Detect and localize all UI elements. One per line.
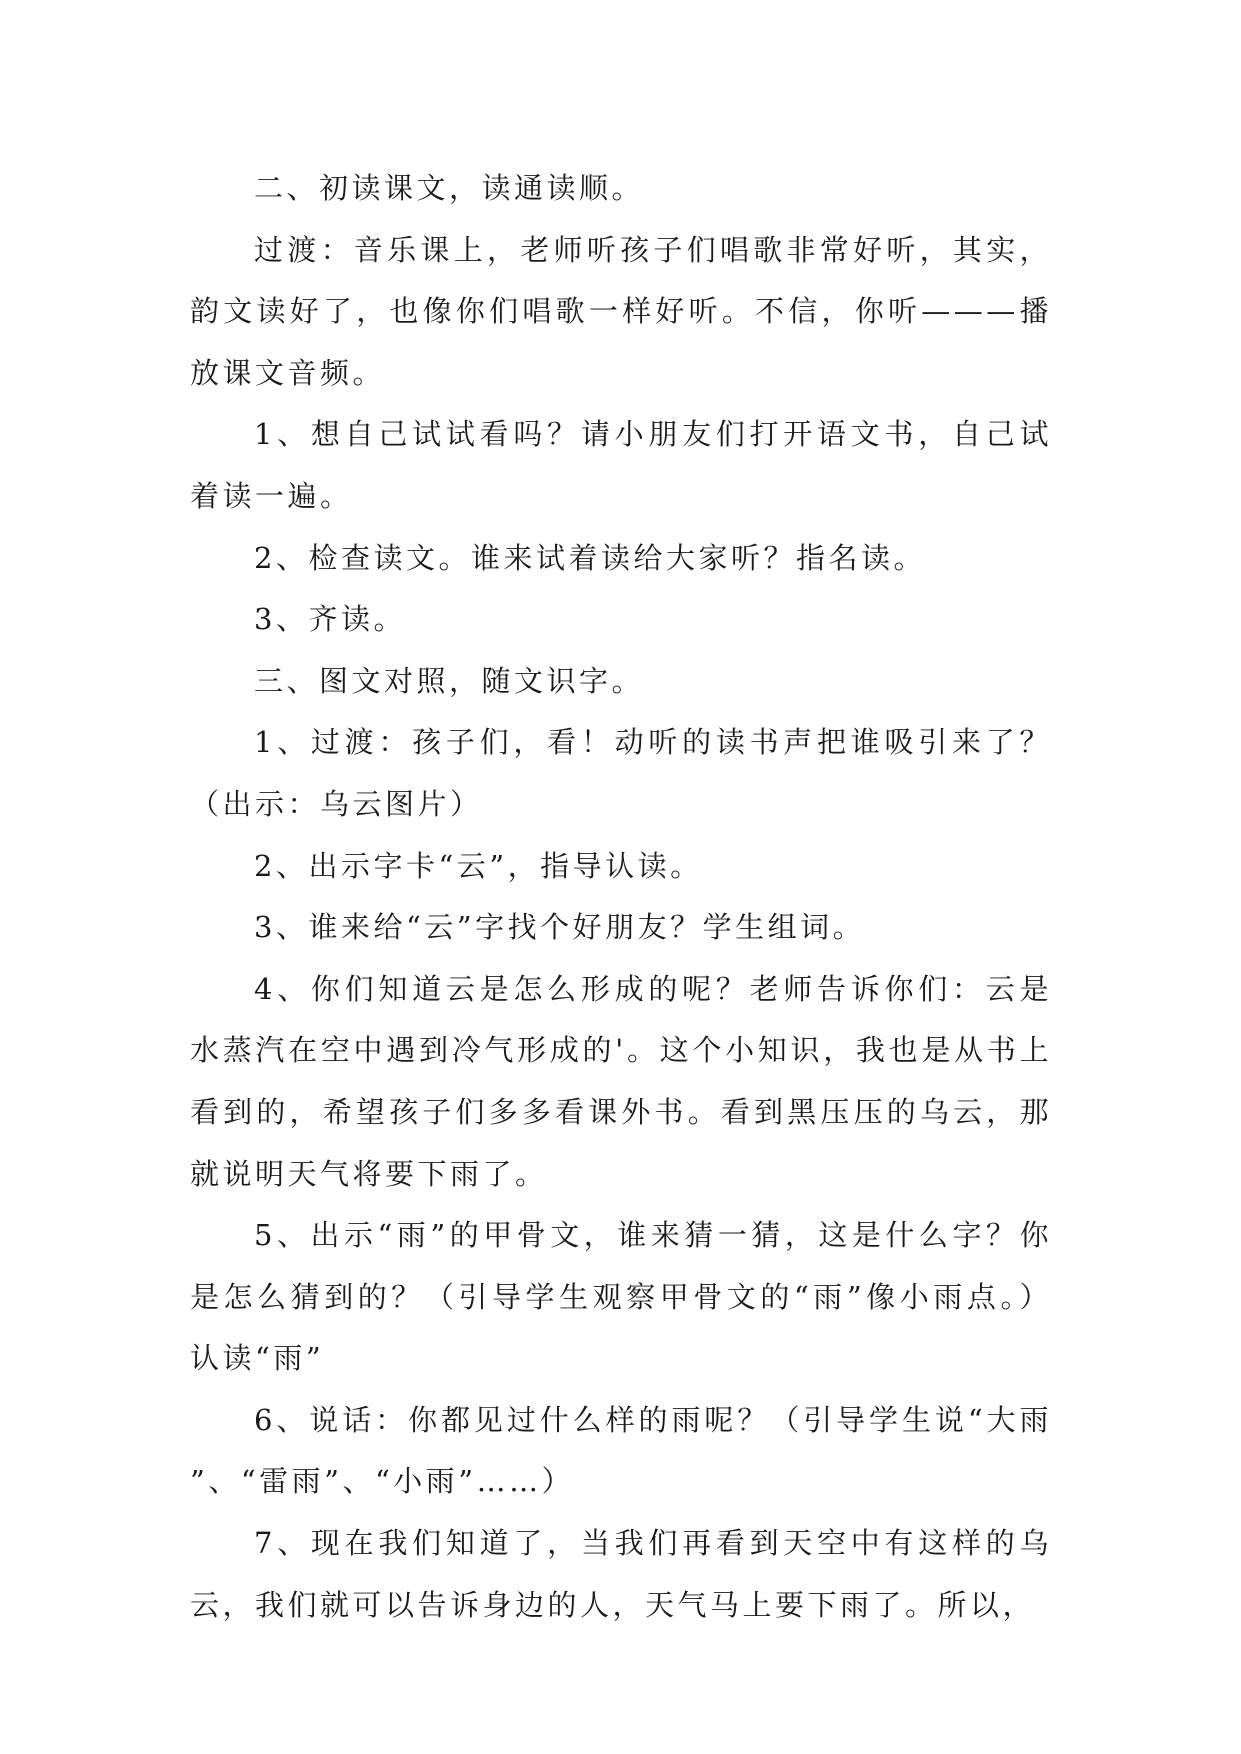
paragraph-transition-music: 过渡：音乐课上，老师听孩子们唱歌非常好听，其实，韵文读好了，也像你们唱歌一样好听。不信，你听———播放课文音频。 — [190, 232, 1052, 390]
section-heading-first-reading: 二、初读课文，读通读顺。 — [254, 171, 645, 205]
section-heading-picture-text: 三、图文对照，随文识字。 — [254, 663, 645, 698]
paragraph-step-3-read-together: 3、齐读。 — [254, 602, 406, 637]
paragraph-step-1-transition-cloud: 1、过渡：孩子们，看！动听的读书声把谁吸引来了？（出示：乌云图片） — [190, 725, 1052, 821]
paragraph-step-6-speaking: 6、说话：你都见过什么样的雨呢？（引导学生说“大雨”、“雷雨”、“小雨”……） — [190, 1402, 1052, 1499]
paragraph-step-1-try-reading: 1、想自己试试看吗？请小朋友们打开语文书，自己试着读一遍。 — [190, 417, 1052, 513]
paragraph-step-2-check-reading: 2、检查读文。谁来试着读给大家听？指名读。 — [254, 540, 926, 575]
paragraph-step-3-word-building: 3、谁来给“云”字找个好朋友？学生组词。 — [254, 910, 866, 945]
document-body — [190, 158, 1052, 1636]
paragraph-step-4-cloud-formation: 4、你们知道云是怎么形成的呢？老师告诉你们：云是水蒸汽在空中遇到冷气形成的'。这个小知识，我也是从书上看到的，希望孩子们多多看课外书。看到黑压压的乌云，那就说明天气将要下雨了。 — [190, 971, 1052, 1191]
paragraph-step-5-oracle-bone: 5、出示“雨”的甲骨文，谁来猜一猜，这是什么字？你是怎么猜到的？（引导学生观察甲骨文的“雨”像小雨点。）认读“雨” — [190, 1218, 1052, 1376]
paragraph-step-2-character-card: 2、出示字卡“云”，指导认读。 — [254, 848, 703, 883]
paragraph-step-7-conclusion: 7、现在我们知道了，当我们再看到天空中有这样的乌云，我们就可以告诉身边的人，天气马上要下雨了。所以， — [190, 1526, 1052, 1622]
